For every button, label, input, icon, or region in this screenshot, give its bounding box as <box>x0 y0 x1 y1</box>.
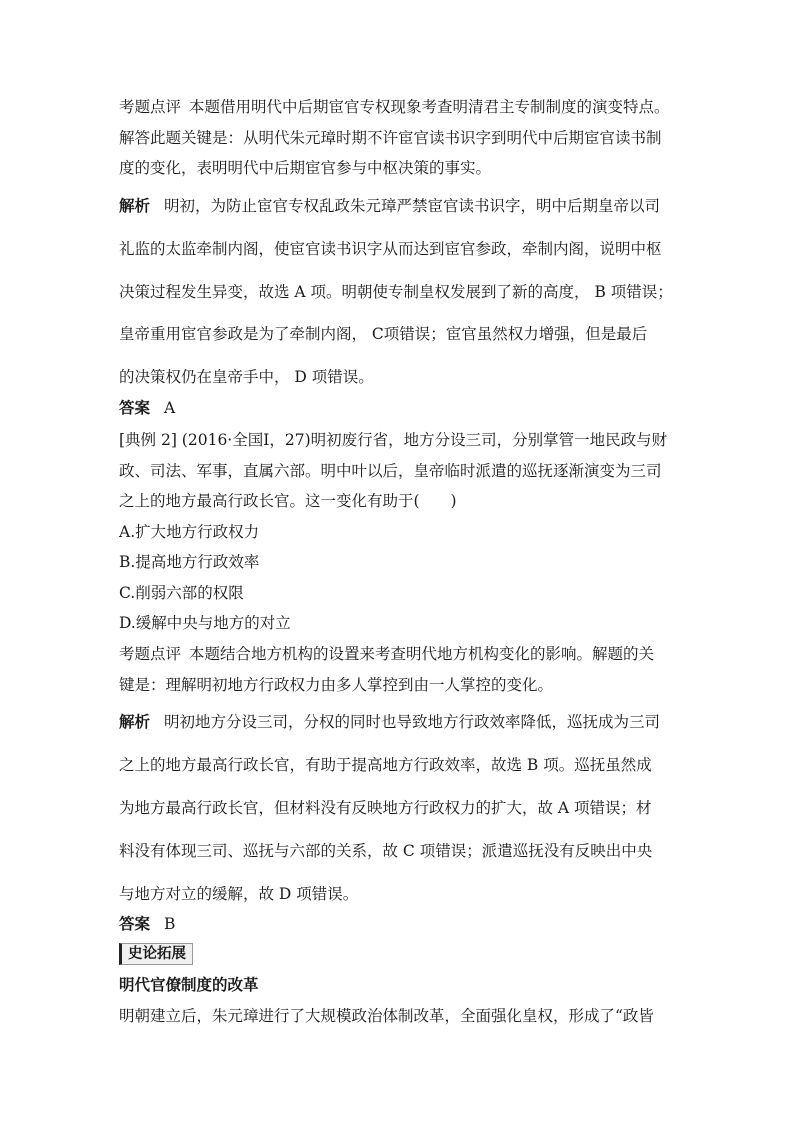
comment-label: 考题点评 <box>119 98 182 116</box>
example-line-2: 政、司法、军事，直属六部。明中叶以后，皇帝临时派遣的巡抚逐渐演变为三司 <box>119 462 662 480</box>
section-heading: 明代官僚制度的改革 <box>119 976 259 994</box>
answer2-line <box>119 913 679 935</box>
option-a: A.扩大地方行政权力 <box>119 523 260 541</box>
analysis2-line-4: 料没有体现三司、巡抚与六部的关系，故 C 项错误；派遣巡抚没有反映出中央 <box>119 842 653 860</box>
option-c: C.削弱六部的权限 <box>119 584 244 602</box>
analysis-line-2: 礼监的太监牵制内阁，使宦官读书识字从而达到宦官参政，牵制内阁，说明中枢 <box>119 240 662 258</box>
answer2-label: 答案 <box>119 914 151 933</box>
analysis-label: 解析 <box>119 196 151 215</box>
comment-line-2: 解答此题关键是：从明代朱元璋时期不许宦官读书识字到明代中后期宦官读书制 <box>119 129 662 147</box>
analysis-line-3: 决策过程发生异变，故选 A 项。明朝使专制皇权发展到了新的高度， B 项错误； <box>119 283 673 301</box>
answer-value: A <box>164 399 176 417</box>
example-line-1: [典例 2] (2016·全国Ⅰ，27)明初废行省，地方分设三司，分别掌管一地民政与财 <box>119 431 668 449</box>
analysis2-line-1: 解析 明初地方分设三司，分权的同时也导致地方行政效率降低，巡抚成为三司 <box>119 712 661 731</box>
answer-line <box>119 397 679 419</box>
option-d: D.缓解中央与地方的对立 <box>119 614 291 632</box>
answer2-value: B <box>164 915 176 933</box>
analysis-line-1: 解析 明初，为防止宦官专权乱政朱元璋严禁宦官读书识字，明中后期皇帝以司 <box>119 196 661 215</box>
analysis2-line-2: 之上的地方最高行政长官，有助于提高地方行政效率，故选 B 项。巡抚虽然成 <box>119 756 652 774</box>
answer-label: 答案 <box>119 398 151 417</box>
section-tag: 史论拓展 <box>119 943 193 965</box>
section-line-1: 明朝建立后，朱元璋进行了大规模政治体制改革，全面强化皇权，形成了“政皆 <box>119 1007 654 1025</box>
comment-line-3: 度的变化，表明明代中后期宦官参与中枢决策的事实。 <box>119 159 492 177</box>
analysis2-line-3: 为地方最高行政长官，但材料没有反映地方行政权力的扩大，故 A 项错误；材 <box>119 799 652 817</box>
analysis-line-4: 皇帝重用宦官参政是为了牵制内阁， C项错误；宦官虽然权力增强，但是最后 <box>119 325 648 343</box>
analysis2-label: 解析 <box>119 712 151 731</box>
example-line-3: 之上的地方最高行政长官。这一变化有助于( ) <box>119 492 457 510</box>
comment2-label: 考题点评 <box>119 645 182 663</box>
comment2-line-2: 键是：理解明初地方行政权力由多人掌控到由一人掌控的变化。 <box>119 676 554 694</box>
analysis2-line-5: 与地方对立的缓解，故 D 项错误。 <box>119 885 359 903</box>
analysis-line-5: 的决策权仍在皇帝手中， D 项错误。 <box>119 368 374 386</box>
comment2-line-1: 考题点评 本题结合地方机构的设置来考查明代地方机构变化的影响。解题的关 <box>119 645 655 663</box>
comment-line-1: 考题点评 本题借用明代中后期宦官专权现象考查明清君主专制制度的演变特点。 <box>119 98 670 116</box>
option-b: B.提高地方行政效率 <box>119 553 260 571</box>
